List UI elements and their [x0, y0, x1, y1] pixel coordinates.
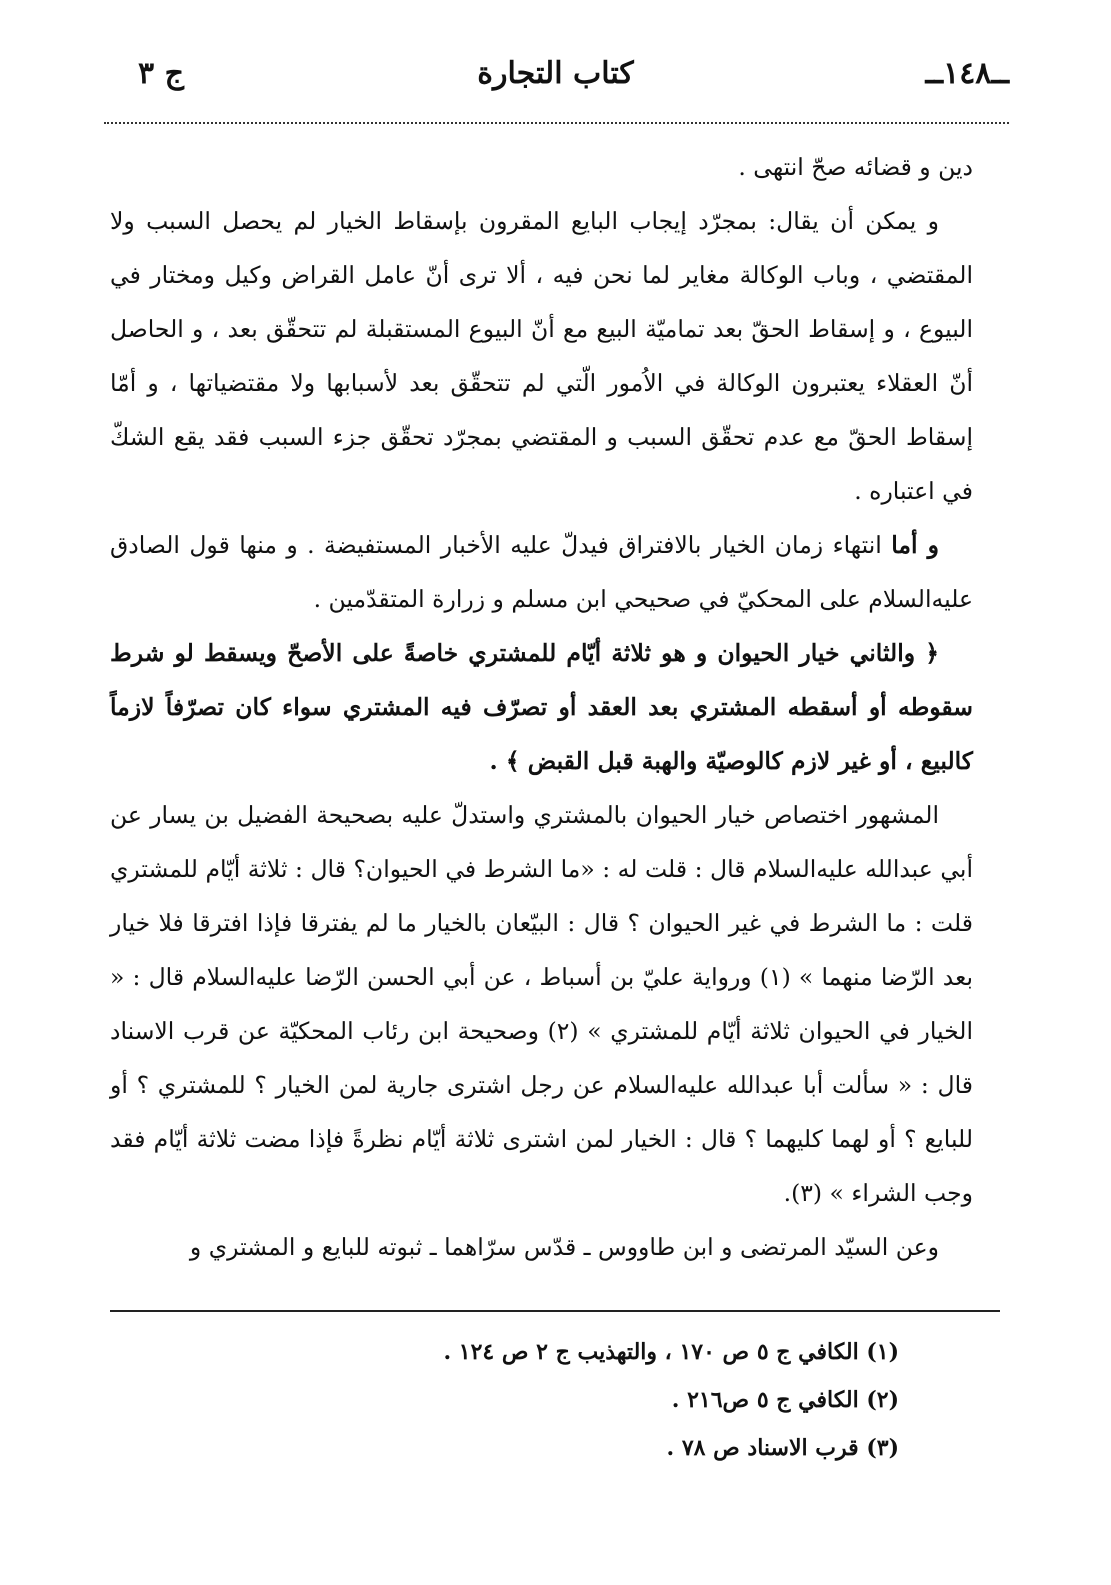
footnote-divider	[110, 1310, 1000, 1312]
paragraph-3-text: انتهاء زمان الخيار بالافتراق فيدلّ عليه الأخبار المستفيضة . و منها قول الصادق عليه‌السلام على المحكيّ في صحيحي ابن مسلم و زرارة المتقدّمين .	[110, 531, 973, 613]
paragraph-5: المشهور اختصاص خيار الحيوان بالمشتري واستدلّ عليه بصحيحة الفضيل بن يسار عن أبي عبدالله عليه‌السلام قال : قلت له : «ما الشرط في الحيوان؟ قال : ثلاثة أيّام للمشتري قلت : ما الشرط في غير الحيوان ؟ قال : البيّعان بالخيار ما لم يفترقا فإذا افترقا فلا خيار بعد الرّضا منهما » (١) ورواية عليّ بن أسباط ، عن أبي الحسن الرّضا عليه‌السلام قال : « الخيار في الحيوان ثلاثة أيّام للمشتري » (٢) وصحيحة ابن رئاب المحكيّة عن قرب الاسناد قال : « سألت أبا عبدالله عليه‌السلام عن رجل اشترى جارية لمن الخيار ؟ للمشتري ؟ أو للبايع ؟ أو لهما كليهما ؟ قال : الخيار لمن اشترى ثلاثة أيّام نظرةً فإذا مضت ثلاثة أيّام فقد وجب الشراء » (٣).	[110, 801, 973, 1207]
paragraph-3	[110, 518, 973, 626]
paragraph-1: دين و قضائه صحّ انتهى .	[738, 153, 973, 181]
paragraph-2: و يمكن أن يقال: بمجرّد إيجاب البايع المقرون بإسقاط الخيار لم يحصل السبب ولا المقتضي ، وباب الوكالة مغاير لما نحن فيه ، ألا ترى أنّ عامل القراض وكيل ومختار في البيوع ، و إسقاط الحقّ بعد تماميّة البيع مع أنّ البيوع المستقبلة لم تتحقّق بعد ، و الحاصل أنّ العقلاء يعتبرون الوكالة في الاُمور الّتي لم تتحقّق بعد لأسبابها ولا مقتضياتها ، و أمّا إسقاط الحقّ مع عدم تحقّق السبب و المقتضي بمجرّد تحقّق جزء السبب فقد يقع الشكّ في اعتباره .	[110, 207, 973, 505]
paragraph-6: وعن السيّد المرتضى و ابن طاووس ـ قدّس سرّاهما ـ ثبوته للبايع و المشتري و	[189, 1233, 939, 1261]
paragraph-3-lead: و أما	[891, 531, 939, 559]
footnotes	[199, 1328, 899, 1472]
footnote-3: (٣) قرب الاسناد ص ٧٨ .	[666, 1435, 899, 1461]
paragraph-4-matn: ﴿ والثاني خيار الحيوان و هو ثلاثة أيّام للمشتري خاصةً على الأصحّ ويسقط لو شرط سقوطه أو أسقطه المشتري بعد العقد أو تصرّف فيه المشتري سواء كان تصرّفاً لازماً كالبيع ، أو غير لازم كالوصيّة والهبة قبل القبض ﴾ .	[110, 639, 973, 775]
main-text	[110, 140, 973, 1274]
page-number: ــ١٤٨ــ	[925, 56, 1009, 91]
footnote-1: (١) الكافي ج ٥ ص ١٧٠ ، والتهذيب ج ٢ ص ١٢٤ .	[443, 1339, 899, 1365]
page-title: كتاب التجارة	[477, 56, 634, 91]
volume-label: ج ٣	[138, 56, 184, 91]
footnote-2: (٢) الكافي ج ٥ ص٢١٦ .	[671, 1387, 899, 1413]
header-divider	[104, 122, 1009, 124]
